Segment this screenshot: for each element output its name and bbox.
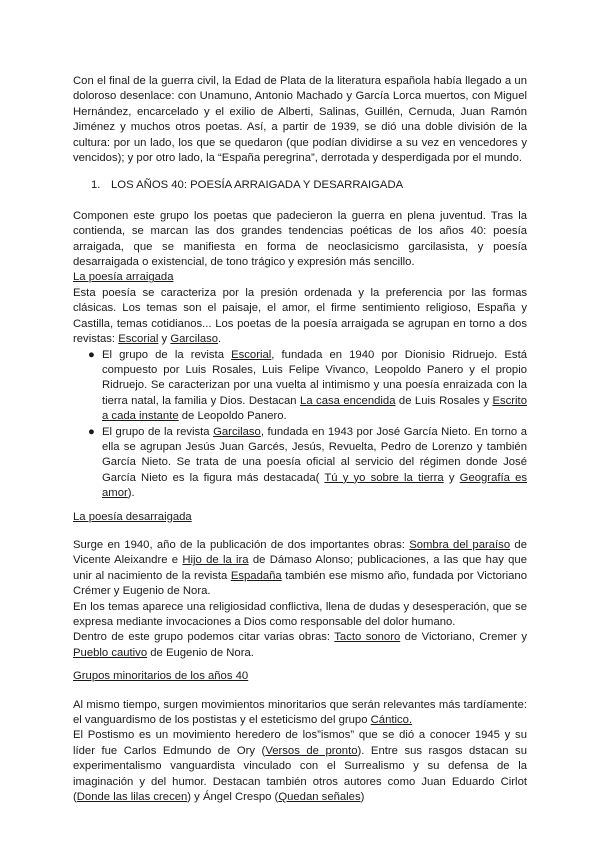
section-heading — [73, 178, 527, 193]
section-title: LOS AÑOS 40: POESÍA ARRAIGADA Y DESARRAIGADA — [111, 179, 404, 192]
escorial-link: Escorial — [118, 333, 159, 346]
paragraph-text: ). Entre sus rasgos dstacan su experimentalismo vanguardista vinculado con el Surrealismo y su defensa de la imaginación y del humor. Destacan también otros autores como Juan Eduardo Cirlot ( — [73, 744, 527, 804]
geografia-es-amor-title: Geografía es amor — [102, 471, 527, 500]
arraigada-text: y — [158, 333, 171, 346]
paragraph-text: de Vicente Aleixandre e — [73, 538, 527, 567]
bullet-text: y — [443, 471, 460, 484]
desarraigada-paragraph-2: En los temas aparece una religiosidad conflictiva, llena de dudas y desesperación, que se expresa mediante invocaciones a Dios como responsable del dolor humano. — [73, 600, 527, 628]
arraigada-text: Esta poesía se caracteriza por la presión ordenada y la preferencia por las formas clásicas. Los temas son el paisaje, el amor, el firme sentimiento religioso, España y Castilla, temas cotidianos... Los poetas de la poesía arraigada se agrupan en torno a dos revistas: — [73, 286, 527, 346]
garcilaso-link: Garcilaso — [170, 333, 219, 346]
cantico-title: Cántico. — [370, 714, 413, 727]
bullet-text: , fundada en 1940 por Dionisio Ridruejo. Está compuesto por Luis Rosales, Luis Felipe Vivanco, Leopoldo Panero y el propio Ridruejo. Se caracterizan por una vuelta al intimismo y una poesía enraizada con la tierra natal, la familia y Dios. Destacan — [102, 348, 528, 407]
desarraigada-paragraph-1 — [73, 538, 527, 600]
section-intro-paragraph: Componen este grupo los poetas que padecieron la guerra en plena juventud. Tras la contienda, se marcan las dos grandes tendencias poéticas de los años 40: poesía arraigada, que se manifiesta en forma de neoclasicismo garcilasista, y poesía desarraigada o existencial, de tono trágico y expresión más sencillo. — [73, 209, 527, 269]
espadana-title: Espadaña — [230, 569, 282, 582]
paragraph-text: de Eugenio de Nora. — [147, 646, 254, 659]
bullet-text: de Leopoldo Panero. — [178, 410, 287, 423]
list-item-escorial — [73, 348, 527, 425]
minoritarios-heading: Grupos minoritarios de los años 40 — [73, 670, 249, 683]
arraigada-text: . — [218, 333, 222, 346]
paragraph-text: de Dámaso Alonso; publicaciones, a las que hay que unir al nacimiento de la revista — [73, 554, 527, 582]
sombra-del-paraiso-title: Sombra del paraíso — [409, 538, 511, 551]
paragraph-text: ) y Ángel Crespo ( — [187, 791, 279, 804]
escrito-a-cada-instante-title: Escrito a cada instante — [102, 394, 527, 423]
bullet-text: de Luis Rosales y — [395, 394, 493, 407]
paragraph-text: de Victoriano, Cremer y — [400, 631, 527, 644]
desarraigada-heading: La poesía desarraigada — [73, 510, 192, 523]
arraigada-heading: La poesía arraigada — [73, 271, 174, 284]
document-body — [73, 74, 527, 805]
bullet-text: , fundada en 1943 por José García Nieto. En torno a ella se agrupan Jesús Juan Garcés, Jesús, Revuelta, Pedro de Lorenzo y también García Nieto. Se trata de una poesía oficial al servicio del régimen donde José García Nieto es la figura más destacada( — [102, 425, 528, 484]
paragraph-text: El Postismo es un movimiento heredero de los”ismos” que se dió a conocer 1945 y su líder fue Carlos Edmundo de Ory ( — [73, 729, 527, 757]
hijo-de-la-ira-title: Hijo de la ira — [182, 554, 249, 567]
bullet-text: ). — [127, 487, 135, 500]
paragraph-text: Al mismo tiempo, surgen movimientos minoritarios que serán relevantes más tardíamente: el vanguardismo de los postistas y el esteticismo del grupo — [73, 698, 527, 727]
intro-paragraph: Con el final de la guerra civil, la Edad de Plata de la literatura española había llegado a un doloroso desenlace: con Unamuno, Antonio Machado y García Lorca muertos, con Miguel Hernández, encarcelado y el exilio de Alberti, Salinas, Guillén, Cernuda, Juan Ramón Jiménez y muchos otros poetas. Así, a partir de 1939, se dió una doble división de la cultura: por un lado, los que se quedaron (que podían dividirse a su vez en vencedores y vencidos); y por otro lado, la “España peregrina”, derrotada y desperdigada por el mundo. — [73, 75, 527, 165]
paragraph-text: Dentro de este grupo podemos citar varias obras: — [73, 631, 335, 644]
paragraph-text: Surge en 1940, año de la publicación de dos importantes obras: — [73, 538, 410, 551]
bullet-icon: ● — [88, 425, 95, 438]
garcilaso-title: Garcilaso — [213, 425, 261, 438]
paragraph-text: ) — [360, 791, 365, 804]
arraigada-paragraph — [73, 286, 527, 348]
desarraigada-paragraph-3 — [73, 630, 527, 661]
bullet-icon: ● — [88, 348, 95, 361]
paragraph-text: también ese mismo año, fundada por Victoriano Crémer y Eugenio de Nora. — [73, 569, 527, 598]
minoritarios-paragraph-2 — [73, 728, 527, 805]
revistas-list — [73, 348, 527, 502]
donde-las-lilas-crecen-title: Donde las lilas crecen — [76, 791, 188, 804]
versos-de-pronto-title: Versos de pronto — [265, 744, 358, 757]
quedan-senales-title: Quedan señales — [278, 791, 361, 804]
minoritarios-paragraph-1 — [73, 698, 527, 729]
section-number: 1. — [91, 179, 101, 192]
tu-y-yo-sobre-la-tierra-title: Tú y yo sobre la tierra — [324, 471, 444, 484]
tacto-sonoro-title: Tacto sonoro — [334, 631, 401, 644]
escorial-title: Escorial — [231, 348, 272, 361]
pueblo-cautivo-title: Pueblo cautivo — [73, 646, 148, 659]
list-item-garcilaso — [73, 425, 527, 502]
bullet-text: El grupo de la revista — [102, 348, 232, 361]
la-casa-encendida-title: La casa encendida — [300, 394, 396, 407]
bullet-text: El grupo de la revista — [102, 425, 214, 438]
